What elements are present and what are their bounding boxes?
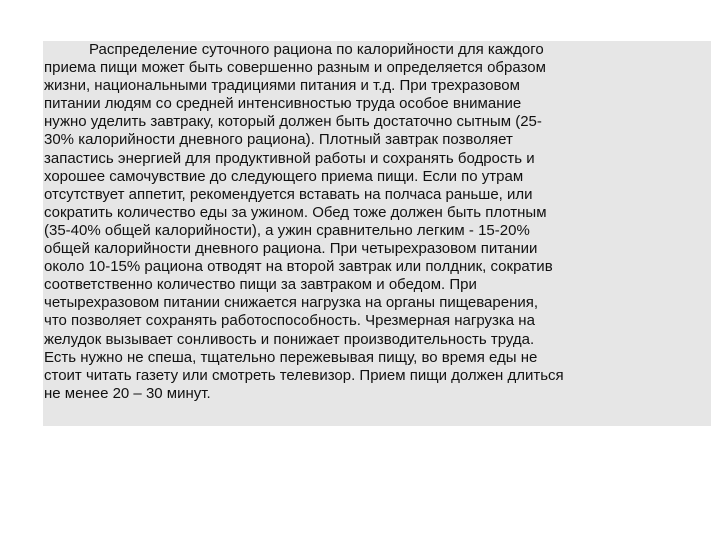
text-line: соответственно количество пищи за завтраком и обедом. При xyxy=(44,276,477,294)
text-line: сократить количество еды за ужином. Обед тоже должен быть плотным xyxy=(44,203,547,221)
body-paragraph xyxy=(43,41,711,403)
text-line: желудок вызывает сонливость и понижает производительность труда. xyxy=(44,330,535,348)
text-line: Распределение суточного рациона по калорийности для каждого xyxy=(89,41,544,58)
text-line: около 10-15% рациона отводят на второй завтрак или полдник, сократив xyxy=(44,258,553,276)
text-box xyxy=(43,41,711,426)
text-line: приема пищи может быть совершенно разным и определяется образом xyxy=(44,59,546,77)
text-line: общей калорийности дневного рациона. При четырехразовом питании xyxy=(44,240,538,258)
text-line: (35-40% общей калорийности), а ужин сравнительно легким - 15-20% xyxy=(44,221,530,239)
text-line: что позволяет сохранять работоспособность. Чрезмерная нагрузка на xyxy=(44,312,535,330)
text-line: жизни, национальными традициями питания и т.д. При трехразовом xyxy=(44,77,520,95)
text-line: хорошее самочувствие до следующего приема пищи. Если по утрам xyxy=(44,167,524,185)
text-line: запастись энергией для продуктивной работы и сохранять бодрость и xyxy=(44,149,535,167)
text-line: 30% калорийности дневного рациона). Плотный завтрак позволяет xyxy=(44,131,513,149)
text-line: Есть нужно не спеша, тщательно пережевывая пищу, во время еды не xyxy=(44,348,538,366)
text-line: стоит читать газету или смотреть телевизор. Прием пищи должен длиться xyxy=(44,366,564,384)
text-line: четырехразовом питании снижается нагрузка на органы пищеварения, xyxy=(44,294,539,312)
text-line: отсутствует аппетит, рекомендуется вставать на полчаса раньше, или xyxy=(44,185,533,203)
text-line: нужно уделить завтраку, который должен быть достаточно сытным (25- xyxy=(44,113,542,131)
text-line: не менее 20 – 30 минут. xyxy=(44,384,211,402)
text-line: питании людям со средней интенсивностью труда особое внимание xyxy=(44,95,522,113)
